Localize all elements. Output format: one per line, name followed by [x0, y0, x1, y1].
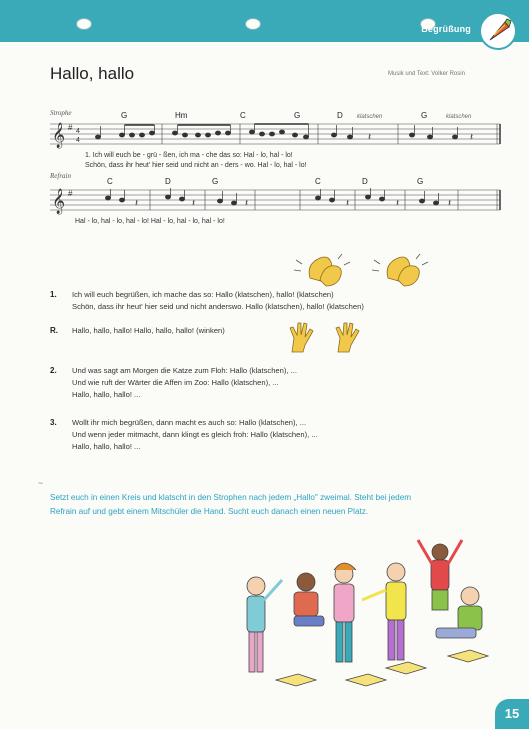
children-circle-illustration [236, 530, 500, 690]
svg-text:𝄽: 𝄽 [346, 198, 350, 209]
verse-number: 2. [50, 366, 57, 375]
verse-line: Hallo, hallo, hallo! ... [72, 390, 141, 399]
verse-number: 1. [50, 290, 57, 299]
verse-line: Wollt ihr mich begrüßen, dann macht es auch so: Hallo (klatschen), ... [72, 418, 307, 427]
pencil-mark: ~ [38, 478, 44, 488]
song-credit: Musik und Text: Volker Rosin [388, 71, 465, 77]
section-label: Begrüßung [421, 24, 471, 34]
svg-text:𝄽: 𝄽 [396, 198, 400, 209]
svg-text:𝄞: 𝄞 [52, 189, 66, 214]
staff-label: Refrain [50, 172, 71, 180]
svg-text:𝄽: 𝄽 [368, 132, 372, 143]
svg-text:4: 4 [76, 137, 80, 144]
waving-hands-illustration [280, 318, 370, 354]
svg-text:𝄽: 𝄽 [448, 198, 452, 209]
chord-symbol: G [212, 177, 219, 186]
verse-line: Schön, dass ihr heut' hier seid und nicht anderswo. Hallo (klatschen), hallo! (klatschen) [72, 302, 364, 311]
chord-symbol: G [294, 111, 301, 120]
verse-line: Und wie ruft der Wärter die Affen im Zoo: Hallo (klatschen), ... [72, 378, 279, 387]
header-bar [0, 0, 529, 42]
svg-text:4: 4 [76, 128, 80, 135]
chord-symbol: D [165, 177, 171, 186]
chord-symbol: G [121, 111, 128, 120]
chord-symbol: C [315, 177, 321, 186]
lyric-line: Schön, dass ihr heut' hier seid und nicht an - ders - wo. Hal - lo, hal - lo! [85, 162, 307, 169]
chord-symbol: D [337, 111, 343, 120]
lyric-line: Hal - lo, hal - lo, hal - lo! Hal - lo, hal - lo, hal - lo! [75, 218, 225, 225]
chord-symbol: D [362, 177, 368, 186]
binder-hole [76, 18, 92, 30]
lyric-line: 1. Ich will euch be - grü - ßen, ich ma - che das so: Hal - lo, hal - lo! [85, 152, 293, 159]
instruction-line: Setzt euch in einen Kreis und klatscht in den Strophen nach jedem „Hallo" zweimal. Steht bei jedem [50, 493, 412, 502]
svg-text:𝄽: 𝄽 [192, 198, 196, 209]
chord-symbol: G [421, 111, 428, 120]
svg-text:#: # [68, 123, 73, 132]
verse-line: Ich will euch begrüßen, ich mache das so: Hallo (klatschen), hallo! (klatschen) [72, 290, 334, 299]
verse-line: Und wenn jeder mitmacht, dann klingt es gleich froh: Hallo (klatschen), ... [72, 430, 318, 439]
staff-label: Strophe [50, 109, 72, 117]
verse-number: R. [50, 326, 58, 335]
verse-line: Hallo, hallo, hallo! Hallo, hallo, hallo! (winken) [72, 326, 225, 335]
school-cone-icon [479, 12, 517, 50]
page-title: Hallo, hallo [50, 64, 135, 83]
svg-text:𝄽: 𝄽 [135, 198, 139, 209]
verse-text [72, 417, 452, 453]
action-note: klatschen [357, 114, 383, 120]
action-note: klatschen [446, 114, 472, 120]
binder-hole [245, 18, 261, 30]
music-staff [50, 186, 502, 216]
chord-symbol: G [417, 177, 424, 186]
page-number: 15 [495, 699, 529, 729]
verse-number: 3. [50, 418, 57, 427]
verse-line: Und was sagt am Morgen die Katze zum Floh: Hallo (klatschen), ... [72, 366, 297, 375]
music-staff [50, 120, 502, 150]
chord-symbol: C [107, 177, 113, 186]
chord-symbol: C [240, 111, 246, 120]
verse-text [72, 289, 452, 313]
svg-text:#: # [68, 189, 73, 198]
verse-text [72, 365, 452, 401]
verse-text [72, 325, 452, 337]
chord-symbol: Hm [175, 111, 188, 120]
verse-line: Hallo, hallo, hallo! ... [72, 442, 141, 451]
svg-text:𝄞: 𝄞 [52, 123, 66, 148]
activity-instruction [50, 491, 490, 519]
svg-text:𝄽: 𝄽 [245, 198, 249, 209]
instruction-line: Refrain auf und gebt einem Mitschüler die Hand. Sucht euch danach einen neuen Platz. [50, 507, 369, 516]
svg-text:𝄽: 𝄽 [470, 132, 474, 143]
